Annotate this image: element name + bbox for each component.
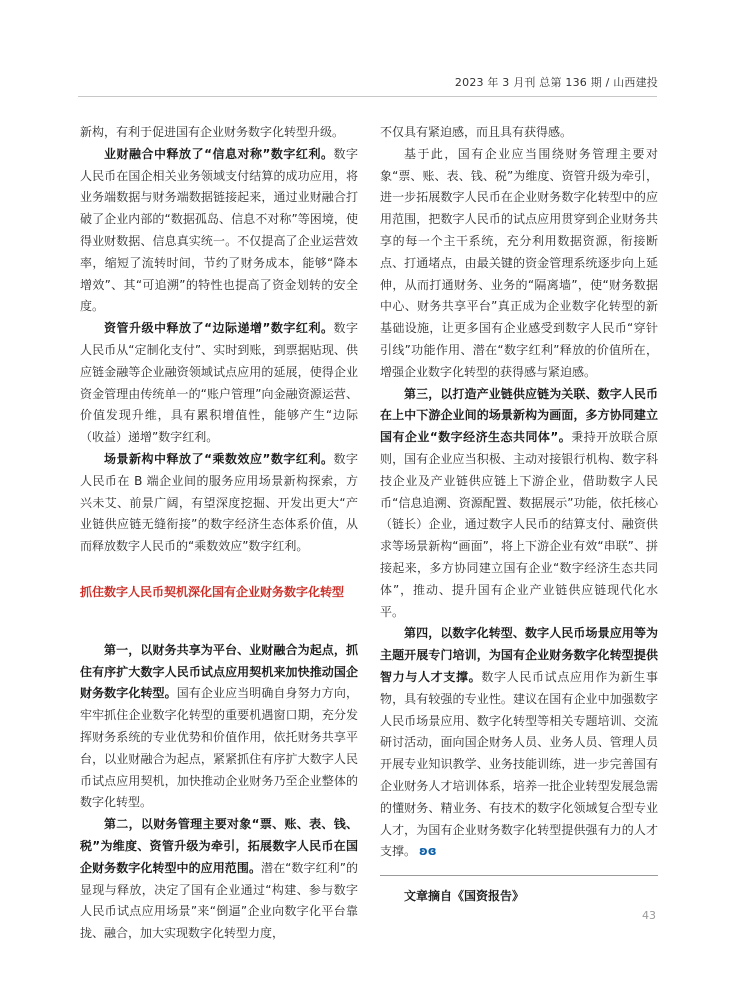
header-divider — [78, 96, 657, 97]
paragraph-lead: 资管升级中释放了“边际递增”数字红利。 — [104, 321, 334, 336]
paragraph — [80, 449, 358, 558]
paragraph-lead: 业财融合中释放了“信息对称”数字红利。 — [104, 146, 334, 161]
paragraph-lead: 第三，以打造产业链供应链为关联、数字人民币在上中下游企业间的场景新构为画面，多方协同建立国有企业“数字经济生态共同体”。 — [380, 386, 658, 445]
paragraph: 新构，有利于促进国有企业财务数字化转型升级。 — [80, 125, 345, 139]
section-heading: 抓住数字人民币契机深化国有企业财务数字化转型 — [80, 584, 345, 599]
paragraph: 不仅具有紧迫感，而且具有获得感。 — [380, 125, 573, 139]
paragraph — [380, 623, 658, 863]
paragraph-body: 国有企业应当明确自身努力方向，牢牢抓住企业数字化转型的重要机遇窗口期，充分发挥财务系统的专业优势和价值作用，依托财务共享平台，以业财融合为起点，紧紧抓住有序扩大数字人民币试点应用契机，加快推动企业财务乃至企业整体的数字化转型。 — [80, 686, 358, 810]
source-divider — [380, 875, 658, 876]
paragraph-lead: 第二，以财务管理主要对象“票、账、表、钱、税”为维度、资管升级为牵引，拓展数字人民币在国企财务数字化转型中的应用范围。 — [80, 817, 358, 875]
paragraph-body: 数字人民币在 B 端企业间的服务应用场景新构探索，方兴未艾、前景广阔，有望深度挖掘、开发出更大“产业链供应链无缝衔接”的数字经济生态体系价值，从而释放数字人民币的“乘数效应”数字红利。 — [80, 451, 358, 554]
paragraph-body: 数字人民币试点应用作为新生事物，具有较强的专业性。建议在国有企业中加强数字人民币场景应用、数字化转型等相关专题培训、交流研讨活动，面向国企财务人员、业务人员、管理人员开展专业知识教学、业务技能训练，进一步完善国有企业财务人才培训体系，培养一批企业转型发展急需的懂财务、精业务、有技术的数字化领域复合型专业人才，为国有企业财务数字化转型提供强有力的人才支撑。 — [380, 669, 658, 859]
paragraph — [80, 144, 358, 318]
paragraph — [80, 814, 358, 945]
end-mark-icon: ʚɞ — [419, 844, 437, 859]
paragraph-body: 潜在“数字红利”的显现与释放，决定了国有企业通过“构建、参与数字人民币试点应用场景”来“倒逼”企业向数字化平台靠拢、融合，加大实现数字化转型力度， — [80, 860, 358, 941]
journal-header: 2023 年 3 月刊 总第 136 期 / 山西建投 — [454, 76, 658, 89]
paragraph — [80, 640, 358, 814]
paragraph-lead: 场景新构中释放了“乘数效应”数字红利。 — [104, 451, 334, 466]
paragraph-body: 秉持开放联合原则，国有企业应当积极、主动对接银行机构、数字科技企业及产业链供应链上下游企业，借助数字人民币“信息追溯、资源配置、数据展示”功能，依托核心（链长）企业，通过数字人民币的结算支付、融资供求等场景新构“画面”，将上下游企业有效“串联”、拼接起来，多方协同建立国有企业“数字经济生态共同体”，推动、提升国有企业产业链供应链现代化水平。 — [380, 430, 658, 619]
paragraph — [380, 384, 658, 624]
right-column — [380, 122, 658, 908]
paragraph-lead: 第四，以数字化转型、数字人民币场景应用等为主题开展专门培训，为国有企业财务数字化转型提供智力与人才支撑。 — [380, 626, 658, 684]
paragraph-body: 数字人民币在国企相关业务领域支付结算的成功应用，将业务端数据与财务端数据链接起来，通过业财融合打破了企业内部的“数据孤岛、信息不对称”等困境，使得业财数据、信息真实统一。不仅提高了企业运营效率，缩短了流转时间，节约了财务成本，能够“降本增效”、其“可追溯”的特性也提高了资金划转的安全度。 — [80, 146, 358, 314]
paragraph — [80, 318, 358, 449]
page-number: 43 — [642, 909, 656, 922]
article-source: 文章摘自《国资报告》 — [404, 889, 525, 904]
paragraph-body: 数字人民币从“定制化支付”、实时到账，到票据贴现、供应链金融等企业融资领域试点应用的延展，使得企业资金管理由传统单一的“账户管理”向金融资源运营、价值发现升维，具有累积增值性，能够产生“边际（收益）递增”数字红利。 — [80, 321, 358, 445]
paragraph-lead: 第一，以财务共享为平台、业财融合为起点，抓住有序扩大数字人民币试点应用契机来加快推动国企财务数字化转型。 — [80, 642, 358, 701]
paragraph: 基于此，国有企业应当围绕财务管理主要对象“票、账、表、钱、税”为维度、资管升级为牵引，进一步拓展数字人民币在企业财务数字化转型中的应用范围，把数字人民币的试点应用贯穿到企业财务共享的每一个主干系统，充分利用数据资源，衔接断点、打通堵点，由最关键的资金管理系统逐步向上延伸，从而打通财务、业务的“隔离墙”，使“财务数据中心、财务共享平台”真正成为企业数字化转型的新基础设施，让更多国有企业感受到数字人民币“穿针引线”功能作用、潜在“数字红利”释放的价值所在，增强企业数字化转型的获得感与紧迫感。 — [380, 146, 658, 379]
left-column — [80, 122, 358, 945]
